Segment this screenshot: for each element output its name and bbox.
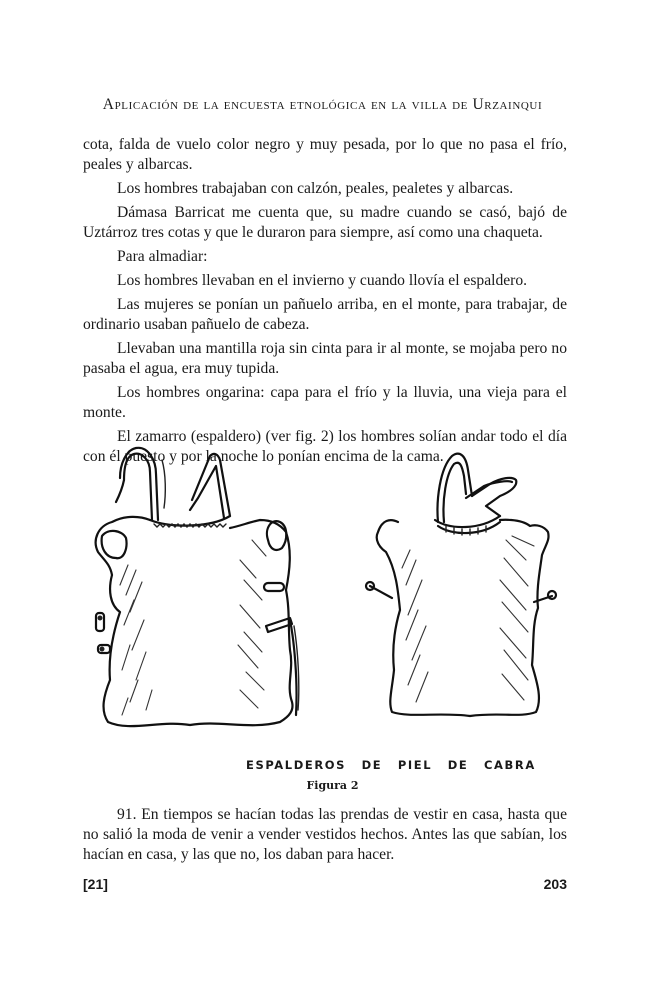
paragraph: 91. En tiempos se hacían todas las prendas de vestir en casa, hasta que no salió la moda de venir a vender vestidos hechos. Antes las que sabían, los hacían en casa, y las que no, los daban para hacer. xyxy=(83,806,567,863)
figure-caption: Figura 2 xyxy=(306,779,359,792)
paragraph: Los hombres ongarina: capa para el frío y la lluvia, una vieja para el monte. xyxy=(83,384,567,421)
body-text-bottom xyxy=(83,805,567,869)
figure-illustration xyxy=(80,440,580,745)
espaldero-back-view xyxy=(366,454,556,716)
running-head: Aplicación de la encuesta etnológica en la villa de Urzainqui xyxy=(102,96,543,113)
paragraph: Los hombres trabajaban con calzón, peales, pealetes y albarcas. xyxy=(117,180,514,197)
figure-2 xyxy=(80,440,580,745)
hatching xyxy=(402,536,534,702)
paragraph: cota, falda de vuelo color negro y muy pesada, por lo que no pasa el frío, peales y albarcas. xyxy=(83,136,567,173)
section-reference: [21] xyxy=(83,876,108,892)
hatching xyxy=(120,540,266,715)
paragraph: Los hombres llevaban en el invierno y cuando llovía el espaldero. xyxy=(117,272,528,289)
paragraph: Dámasa Barricat me cuenta que, su madre cuando se casó, bajó de Uztárroz tres cotas y que le duraron para siempre, así como una chaqueta. xyxy=(83,204,567,241)
page-number: 203 xyxy=(543,876,567,892)
espaldero-front-view xyxy=(96,448,299,726)
paragraph: Para almadiar: xyxy=(117,248,208,265)
paragraph: Llevaban una mantilla roja sin cinta para ir al monte, se mojaba pero no pasaba el agua, era muy tupida. xyxy=(83,340,567,377)
paragraph: Las mujeres se ponían un pañuelo arriba, en el monte, para trabajar, de ordinario usaban pañuelo de cabeza. xyxy=(83,296,567,333)
illustration-title: ESPALDEROS DE PIEL DE CABRA xyxy=(246,758,536,772)
body-text-top xyxy=(83,135,567,471)
paragraph: El zamarro (espaldero) (ver fig. 2) los hombres solían andar todo el día con él puesto y por la noche lo ponían encima de la cama. xyxy=(83,428,567,465)
